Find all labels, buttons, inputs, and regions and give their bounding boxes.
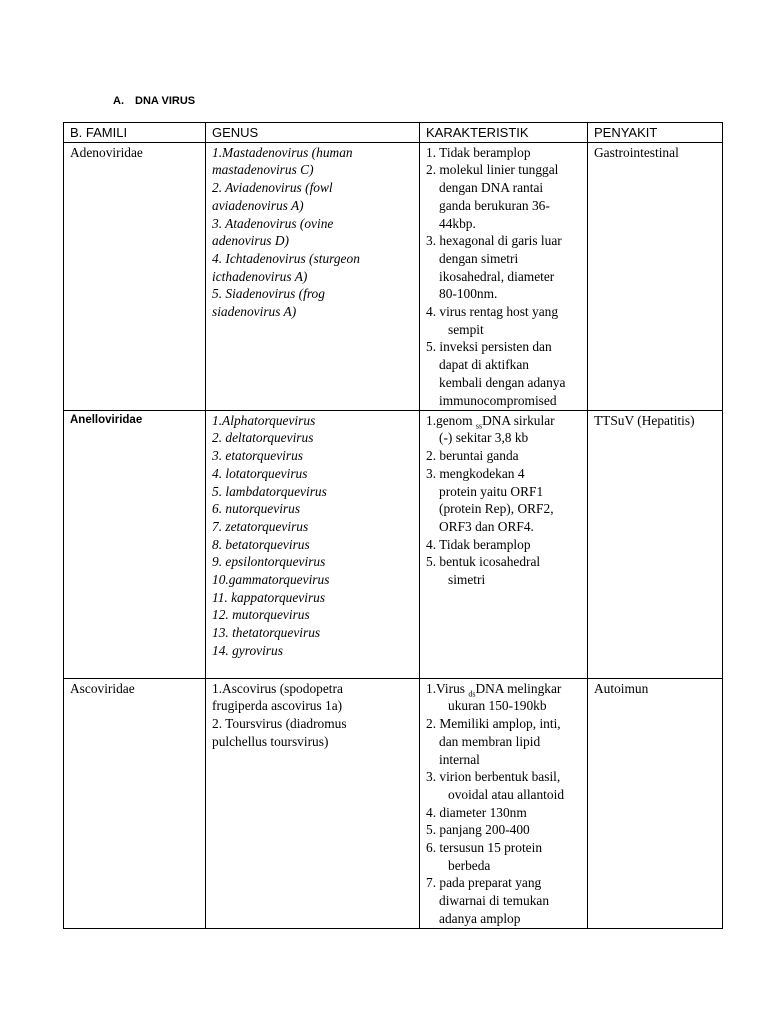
header-penyakit: PENYAKIT xyxy=(588,123,723,143)
karakteristik-line: 4. diameter 130nm xyxy=(426,804,527,820)
genus-line: siadenovirus A) xyxy=(212,304,297,320)
karakteristik-line: 80-100nm. xyxy=(439,286,498,302)
karakteristik-line: adanya amplop xyxy=(439,910,521,926)
genus-line: 6. nutorquevirus xyxy=(212,501,301,517)
header-famili: B. FAMILI xyxy=(64,123,206,143)
table-row xyxy=(64,410,723,678)
genus-line: 2. Aviadenovirus (fowl xyxy=(212,180,333,196)
dna-virus-table xyxy=(63,122,723,929)
karakteristik-line: dengan DNA rantai xyxy=(439,180,544,196)
karakteristik-line: internal xyxy=(439,751,480,767)
penyakit-cell: TTSuV (Hepatitis) xyxy=(588,410,723,678)
genus-line: 8. betatorquevirus xyxy=(212,536,310,552)
karakteristik-cell xyxy=(420,678,588,928)
karakteristik-line: ORF3 dan ORF4. xyxy=(439,518,534,534)
karakteristik-line: ikosahedral, diameter xyxy=(439,268,555,284)
section-number: A. xyxy=(113,95,124,107)
genus-line: mastadenovirus C) xyxy=(212,162,314,178)
karakteristik-line: 1. Tidak beramplop xyxy=(426,144,531,160)
genus-line: 3. etatorquevirus xyxy=(212,448,303,464)
karakteristik-line: immunocompromised xyxy=(439,392,557,408)
karakteristik-cell xyxy=(420,142,588,410)
genus-line: 11. kappatorquevirus xyxy=(212,589,326,605)
karakteristik-line: sempit xyxy=(448,321,484,337)
famili-cell: Anelloviridae xyxy=(64,410,206,678)
genus-cell xyxy=(206,678,420,928)
genus-line: 7. zetatorquevirus xyxy=(212,518,309,534)
karakteristik-cell xyxy=(420,410,588,678)
genus-line: pulchellus toursvirus) xyxy=(212,733,329,749)
karakteristik-line: 5. inveksi persisten dan xyxy=(426,339,552,355)
genus-cell xyxy=(206,142,420,410)
karakteristik-line: 1.Virus $_{ds}$DNA melingkar xyxy=(426,680,562,699)
table-row xyxy=(64,678,723,928)
karakteristik-line: 2. Memiliki amplop, inti, xyxy=(426,716,561,732)
karakteristik-line: 7. pada preparat yang xyxy=(426,875,542,891)
genus-line: 5. Siadenovirus (frog xyxy=(212,286,325,302)
genus-line: 3. Atadenovirus (ovine xyxy=(212,215,334,231)
karakteristik-line: kembali dengan adanya xyxy=(439,374,566,390)
karakteristik-line: ukuran 150-190kb xyxy=(448,698,547,714)
genus-line: 9. epsilontorquevirus xyxy=(212,554,326,570)
table-row xyxy=(64,142,723,410)
karakteristik-line: ovoidal atau allantoid xyxy=(448,786,565,802)
karakteristik-line: 2. beruntai ganda xyxy=(426,448,519,464)
karakteristik-line: dapat di aktifkan xyxy=(439,357,529,373)
genus-line: 1.Alphatorquevirus xyxy=(212,412,316,428)
karakteristik-line: 5. bentuk icosahedral xyxy=(426,554,541,570)
karakteristik-line: berbeda xyxy=(448,857,491,873)
karakteristik-line: diwarnai di temukan xyxy=(439,893,550,909)
karakteristik-line: 4. virus rentag host yang xyxy=(426,304,559,320)
karakteristik-line: 2. molekul linier tunggal xyxy=(426,162,559,178)
penyakit-cell: Gastrointestinal xyxy=(588,142,723,410)
karakteristik-line: (protein Rep), ORF2, xyxy=(439,501,554,517)
header-karakteristik: KARAKTERISTIK xyxy=(420,123,588,143)
genus-line: frugiperda ascovirus 1a) xyxy=(212,698,343,714)
genus-line: 12. mutorquevirus xyxy=(212,607,310,623)
genus-line: 14. gyrovirus xyxy=(212,642,283,658)
genus-line: 2. Toursvirus (diadromus xyxy=(212,716,347,732)
karakteristik-line: 4. Tidak beramplop xyxy=(426,536,531,552)
genus-line: 2. deltatorquevirus xyxy=(212,430,314,446)
table-header-row xyxy=(64,123,723,143)
penyakit-cell: Autoimun xyxy=(588,678,723,928)
genus-line: icthadenovirus A) xyxy=(212,268,308,284)
karakteristik-line: dan membran lipid xyxy=(439,733,541,749)
genus-line: 5. lambdatorquevirus xyxy=(212,483,327,499)
header-genus: GENUS xyxy=(206,123,420,143)
famili-cell: Ascoviridae xyxy=(64,678,206,928)
karakteristik-line: simetri xyxy=(448,572,486,588)
genus-line: adenovirus D) xyxy=(212,233,289,249)
section-title: DNA VIRUS xyxy=(135,95,196,107)
section-heading xyxy=(113,95,195,107)
karakteristik-line: 5. panjang 200-400 xyxy=(426,822,530,838)
karakteristik-line: ganda berukuran 36- xyxy=(439,197,550,213)
genus-line: 10.gammatorquevirus xyxy=(212,572,330,588)
karakteristik-line: 1.genom $_{ss}$DNA sirkular xyxy=(426,412,555,431)
karakteristik-line: protein yaitu ORF1 xyxy=(439,483,544,499)
genus-line: 1.Ascovirus (spodopetra xyxy=(212,680,343,696)
genus-line: 13. thetatorquevirus xyxy=(212,625,321,641)
karakteristik-line: 6. tersusun 15 protein xyxy=(426,840,543,856)
karakteristik-line: 3. mengkodekan 4 xyxy=(426,465,525,481)
karakteristik-line: dengan simetri xyxy=(439,250,519,266)
genus-line: 4. lotatorquevirus xyxy=(212,465,308,481)
karakteristik-line: 3. virion berbentuk basil, xyxy=(426,769,561,785)
karakteristik-line: 44kbp. xyxy=(439,215,476,231)
karakteristik-line: 3. hexagonal di garis luar xyxy=(426,233,562,249)
genus-line: aviadenovirus A) xyxy=(212,197,304,213)
genus-cell xyxy=(206,410,420,678)
genus-line: 4. Ichtadenovirus (sturgeon xyxy=(212,250,360,266)
karakteristik-line: (-) sekitar 3,8 kb xyxy=(439,430,529,446)
genus-line: 1.Mastadenovirus (human xyxy=(212,144,353,160)
famili-cell: Adenoviridae xyxy=(64,142,206,410)
